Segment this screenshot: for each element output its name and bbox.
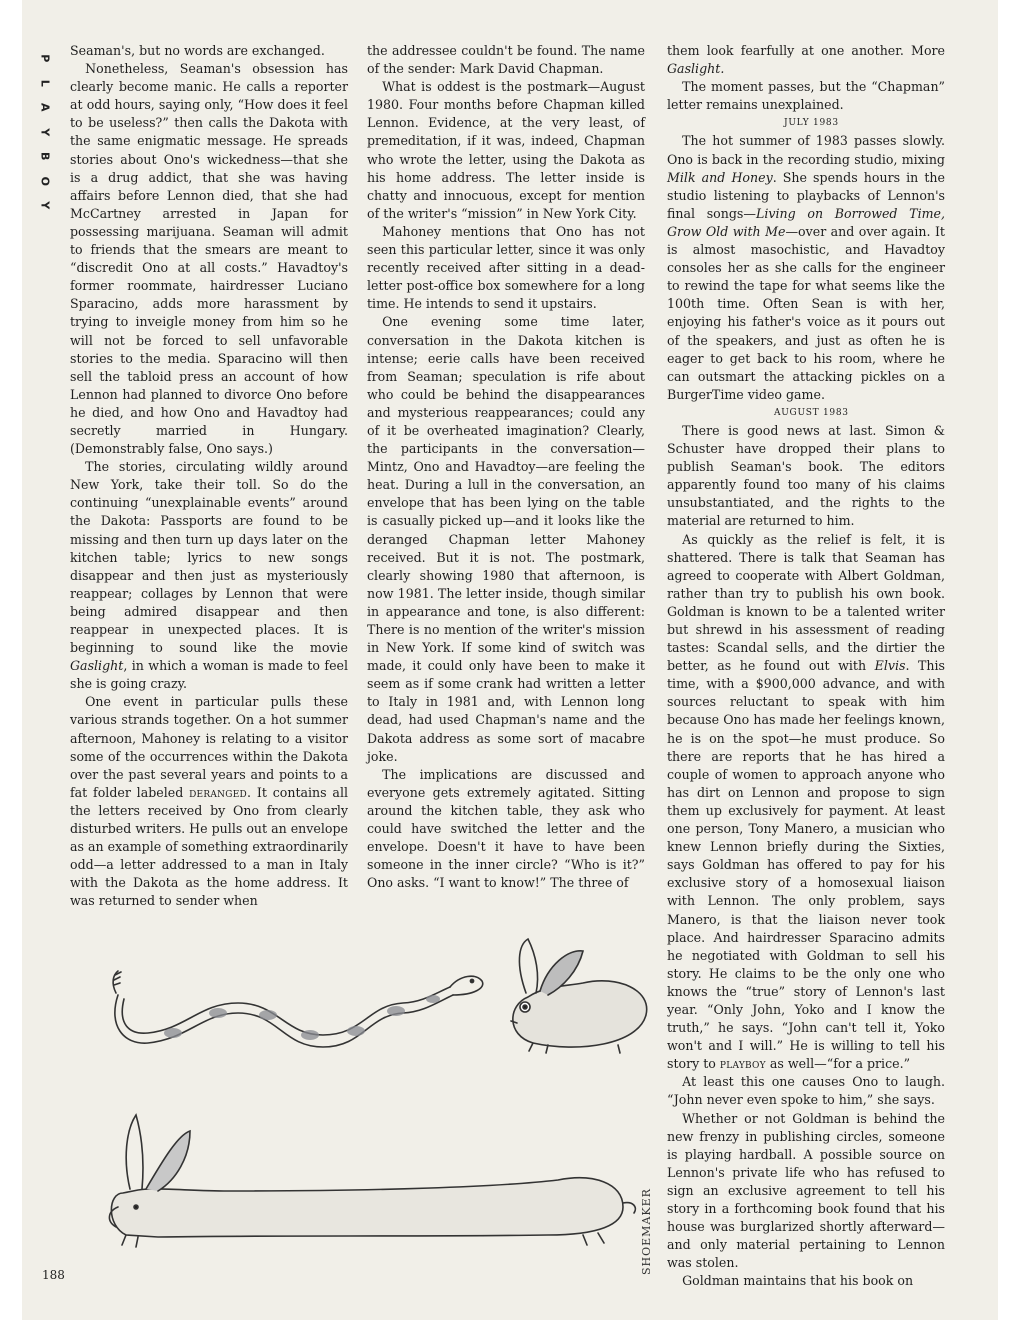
paragraph: The implications are discussed and everyone gets extremely agitated. Sitting around the kitchen table, they ask who could have switched the letter and the envelope. Doesn't it have to have been someone in the inner circle? “Who is it?” Ono asks. “I want to know!” The three of	[367, 766, 645, 891]
paragraph: One event in particular pulls these various strands together. On a hot summer afternoon, Mahoney is relating to a visitor some of the occurrences within the Dakota over the past several years and points to a fat folder labeled deranged. It contains all the letters received by Ono from clearly disturbed writers. He pulls out an envelope as an example of something extraordinarily odd—a letter addressed to a man in Italy with the Dakota as the home address. It was returned to sender when	[70, 694, 348, 909]
paragraph: The stories, circulating wildly around New York, take their toll. So do the continuing “unexplainable events” around the Dakota: Passports are found to be missing and then turn up days later on the kitchen table; lyrics to new songs disappear and then just as mysteriously reappear; collages by Lennon that were being admired disappear and then reappear in unexpected places. It is beginning to sound like the movie Gaslight, in which a woman is made to feel she is going crazy.	[70, 459, 348, 692]
cartoon-illustration	[78, 935, 658, 1295]
paragraph: The hot summer of 1983 passes slowly. Ono is back in the recording studio, mixing Milk and Honey. She spends hours in the studio listening to playbacks of Lennon's final songs—Living on Borrowed Time, Grow Old with Me—over and over again. It is almost masochistic, and Havadtoy consoles her as she calls for the engineer to rewind the tape for what seems like the 100th time. Often Sean is with her, enjoying his father's voice as it pours out of the speakers, and just as often he is eager to get back to his room, where he can outsmart the attacking pickles on a BurgerTime video game.	[667, 133, 945, 402]
section-date: AUGUST 1983	[774, 407, 849, 418]
paragraph: What is oddest is the postmark—August 1980. Four months before Chapman killed Lennon. Evidence, at the very least, of premeditation, if it was, indeed, Chapman who wrote the letter, using the Dakota as his home address. The letter inside is chatty and innocuous, except for mention of the writer's “mission” in New York City.	[367, 79, 645, 221]
paragraph: There is good news at last. Simon & Schuster have dropped their plans to publish Seaman's book. The editors apparently found too many of his claims unsubstantiated, and the rights to the material are returned to him.	[667, 422, 945, 529]
paragraph: One evening some time later, conversation in the Dakota kitchen is intense; eerie calls have been received from Seaman; speculation is rife about who could be behind the disappearances and mysterious reappearances; could any of it be overheated imagination? Clearly, the participants in the conversation—Mintz, Ono and Havadtoy—are feeling the heat. During a lull in the conversation, an envelope that has been lying on the table is casually picked up—and it looks like the deranged Chapman letter Mahoney received. But it is not. The postmark, clearly showing 1980 that afternoon, is now 1981. The letter inside, though similar in appearance and tone, is also different: There is no mention of the writer's mission in New York. If some kind of switch was made, it could only have been to make it seem as if some crank had written a letter to Italy in 1981 and, with Lennon long dead, had used Chapman's name and the Dakota address as some sort of macabre joke.	[367, 314, 645, 764]
paragraph: Goldman maintains that his book on	[682, 1273, 914, 1289]
paragraph: As quickly as the relief is felt, it is shattered. There is talk that Seaman has agreed to cooperate with Albert Goldman, rather than try to publish his own book. Goldman is known to be a talented writer but shrewd in his assessment of reading tastes: Scandal sells, and the dirtier the better, as he found out with Elvis. This time, with a $900,000 advance, and with sources reluctant to speak with him because Ono has made her feelings known, he is on the spot—he must produce. So there are reports that he has hired a couple of women to approach anyone who has dirt on Lennon and propose to sign them up exclusively for payment. At least one person, Tony Manero, a musician who knew Lennon briefly during the Sixties, says Goldman has offered to pay for his exclusive story of a homosexual liaison with Lennon. The only problem, says Manero, is that the liaison never took place. And hairdresser Sparacino admits he negotiated with Goldman to sell his story. He claims to be the only one who knows the “true” story of Lennon's last year. “Only John, Yoko and I know the truth,” he says. “John can't tell it, Yoko won't and I will.” He is willing to tell his story to playboy as well—“for a price.”	[667, 531, 945, 1072]
paragraph: them look fearfully at one another. More Gaslight.	[667, 43, 945, 77]
article-column-2	[367, 42, 645, 892]
cartoon-signature: SHOEMAKER	[640, 1188, 653, 1275]
paragraph: Nonetheless, Seaman's obsession has clearly become manic. He calls a reporter at odd hours, saying only, “How does it feel to be useless?” then calls the Dakota with the same enigmatic message. He spreads stories about Ono's wickedness—that she is a drug addict, that she was having affairs before Lennon died, that she had McCartney arrested in Japan for possessing marijuana. Seaman will admit to friends that the smears are meant to “discredit Ono at all costs.” Havadtoy's former roommate, hairdresser Luciano Sparacino, adds more harassment by trying to inveigle money from him so he will not be forced to sell unfavorable stories to the media. Sparacino will then sell the tabloid press an account of how Lennon had planned to divorce Ono before he died, and how Ono and Havadtoy had secretly married in Hungary. (Demonstrably false, Ono says.)	[70, 61, 348, 457]
paragraph: the addressee couldn't be found. The name of the sender: Mark David Chapman.	[367, 43, 645, 77]
paragraph: The moment passes, but the “Chapman” letter remains unexplained.	[667, 79, 945, 113]
paragraph: Mahoney mentions that Ono has not seen this particular letter, since it was only recently received after sitting in a dead-letter post-office box somewhere for a long time. He intends to send it upstairs.	[367, 223, 645, 312]
article-column-1	[70, 42, 348, 911]
rabbit-drawing	[511, 939, 647, 1053]
paragraph: Seaman's, but no words are exchanged.	[70, 43, 325, 58]
snake-spots	[164, 995, 440, 1040]
paragraph: Whether or not Goldman is behind the new frenzy in publishing circles, someone is playing hardball. A possible source on Lennon's private life who has refused to sign an exclusive agreement to tell his story in a forthcoming book found that his house was burglarized shortly afterward—and only material pertaining to Lennon was stolen.	[667, 1110, 945, 1271]
paragraph: At least this one causes Ono to laugh. “John never even spoke to him,” she says.	[667, 1074, 945, 1108]
elongated-rabbit-drawing	[109, 1115, 635, 1247]
article-column-3	[667, 42, 945, 1290]
section-date: JULY 1983	[784, 118, 839, 129]
page-number: 188	[42, 1268, 65, 1282]
magazine-name-vertical: P L A Y B O Y	[38, 54, 52, 210]
